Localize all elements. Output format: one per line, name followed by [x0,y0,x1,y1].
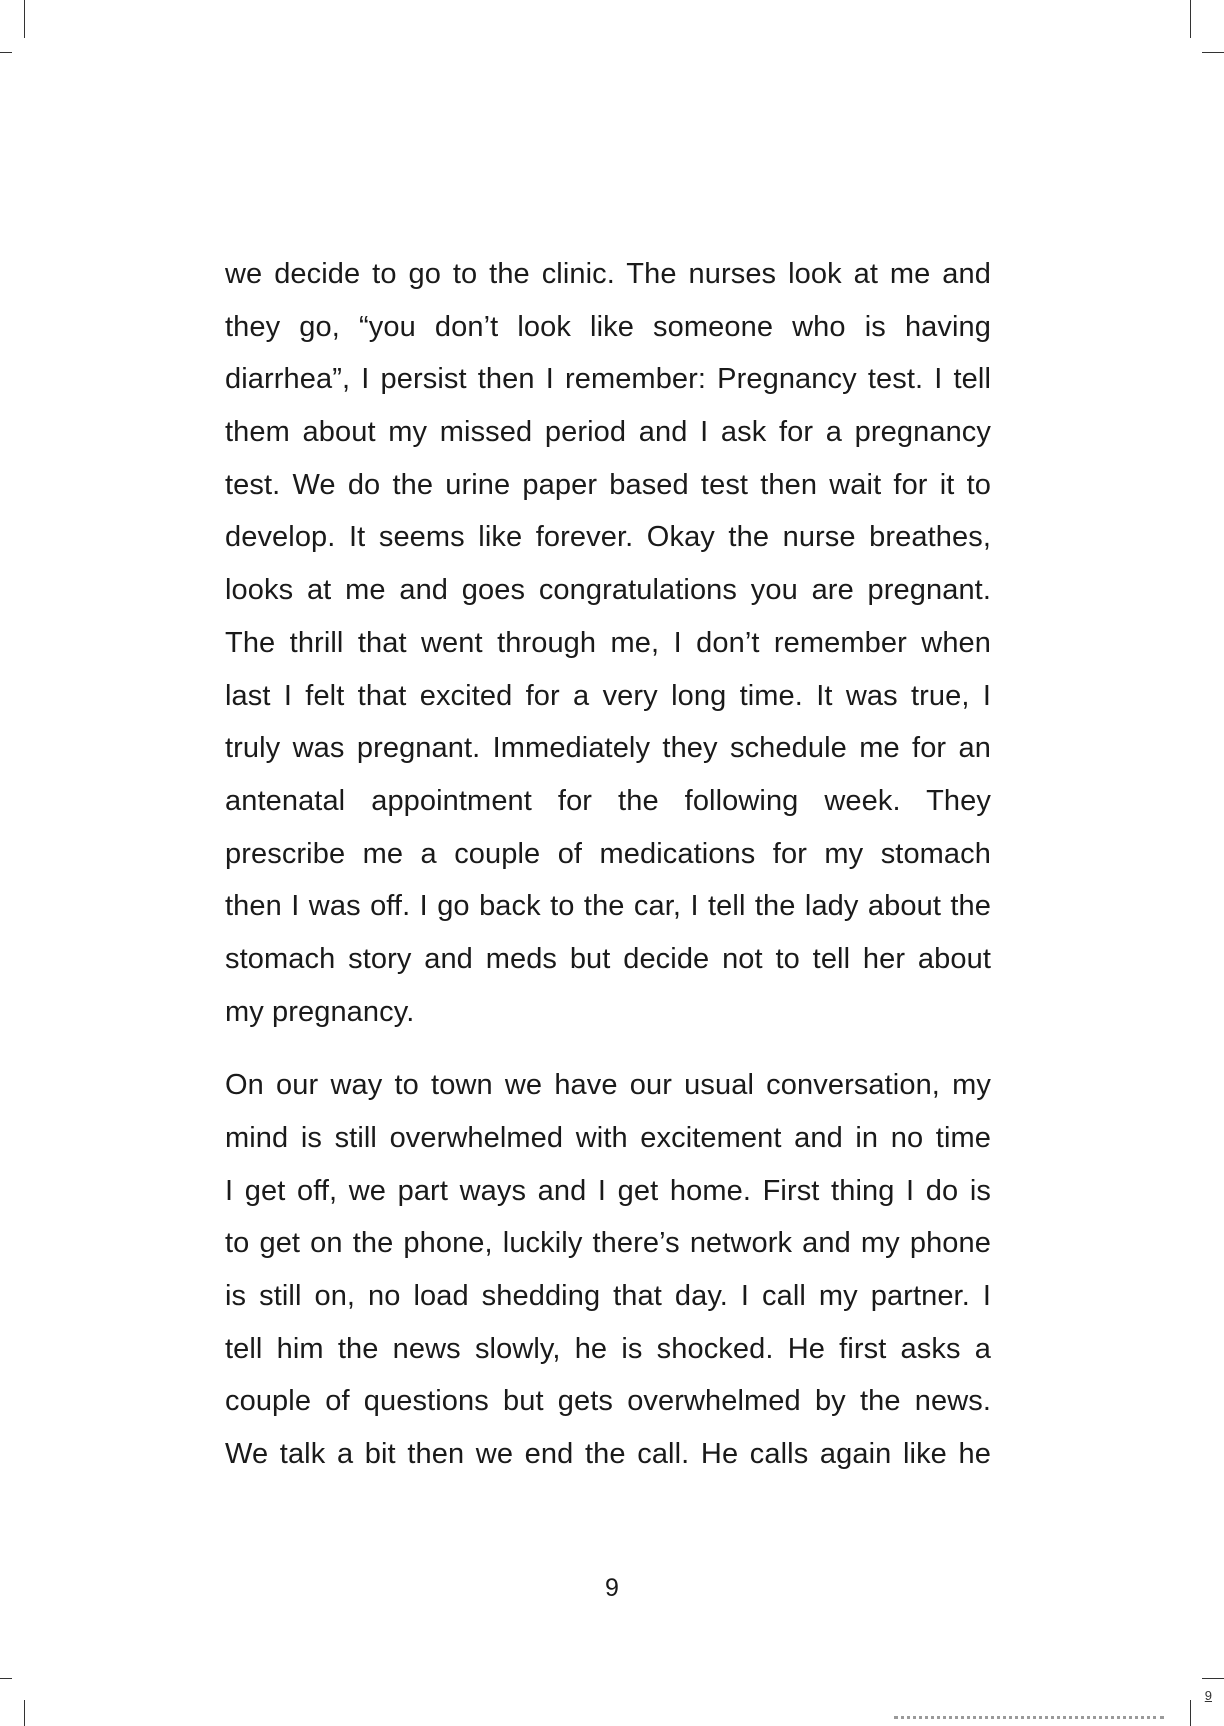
crop-mark [24,0,25,38]
text-line: tell him the news slowly, he is shocked. He first asks a [225,1332,991,1365]
text-line: mind is still overwhelmed with excitement and in no time [225,1122,991,1154]
crop-mark [0,1678,12,1679]
text-line: we decide to go to the clinic. The nurses look at me and [225,258,991,290]
text-line: my pregnancy. [225,995,415,1028]
crop-mark [0,52,12,53]
paragraph-gap [225,1038,991,1059]
crop-mark [1190,0,1191,38]
text-line: test. We do the urine paper based test then wait for it to [225,468,991,501]
text-line: stomach story and meds but decide not to tell her about [225,942,991,975]
text-line: is still on, no load shedding that day. I call my partner. I [225,1280,991,1313]
text-line: prescribe me a couple of medications for my stomach [225,837,991,870]
text-line: looks at me and goes congratulations you are pregnant. [225,574,991,607]
text-line: antenatal appointment for the following week. They [225,784,991,817]
paragraph-1 [225,248,991,1038]
text-line: last I felt that excited for a very long time. It was true, I [225,679,991,712]
text-line: The thrill that went through me, I don’t remember when [225,626,991,659]
body-text [225,248,991,1481]
text-line: develop. It seems like forever. Okay the nurse breathes, [225,521,991,554]
paragraph-2 [225,1059,991,1481]
text-line: them about my missed period and I ask for a pregnancy [225,416,991,449]
text-line: to get on the phone, luckily there’s network and my phone [225,1227,991,1260]
page-number: 9 [605,1574,619,1602]
text-line: We talk a bit then we end the call. He calls again like he [225,1438,991,1471]
crop-mark [24,1700,25,1726]
text-line: I get off, we part ways and I get home. First thing I do is [225,1174,991,1207]
text-line: diarrhea”, I persist then I remember: Pregnancy test. I tell [225,363,991,396]
text-line: couple of questions but gets overwhelmed by the news. [225,1385,991,1418]
corner-page-number: 9 [1204,1688,1212,1703]
crop-mark [1202,1678,1224,1679]
crop-mark [1202,52,1224,53]
text-line: then I was off. I go back to the car, I tell the lady about the [225,890,991,923]
text-line: On our way to town we have our usual conversation, my [225,1069,991,1102]
text-line: they go, “you don’t look like someone who is having [225,310,991,343]
text-line: truly was pregnant. Immediately they schedule me for an [225,732,991,765]
crop-mark [1190,1700,1191,1726]
printer-slug [894,1716,1164,1725]
